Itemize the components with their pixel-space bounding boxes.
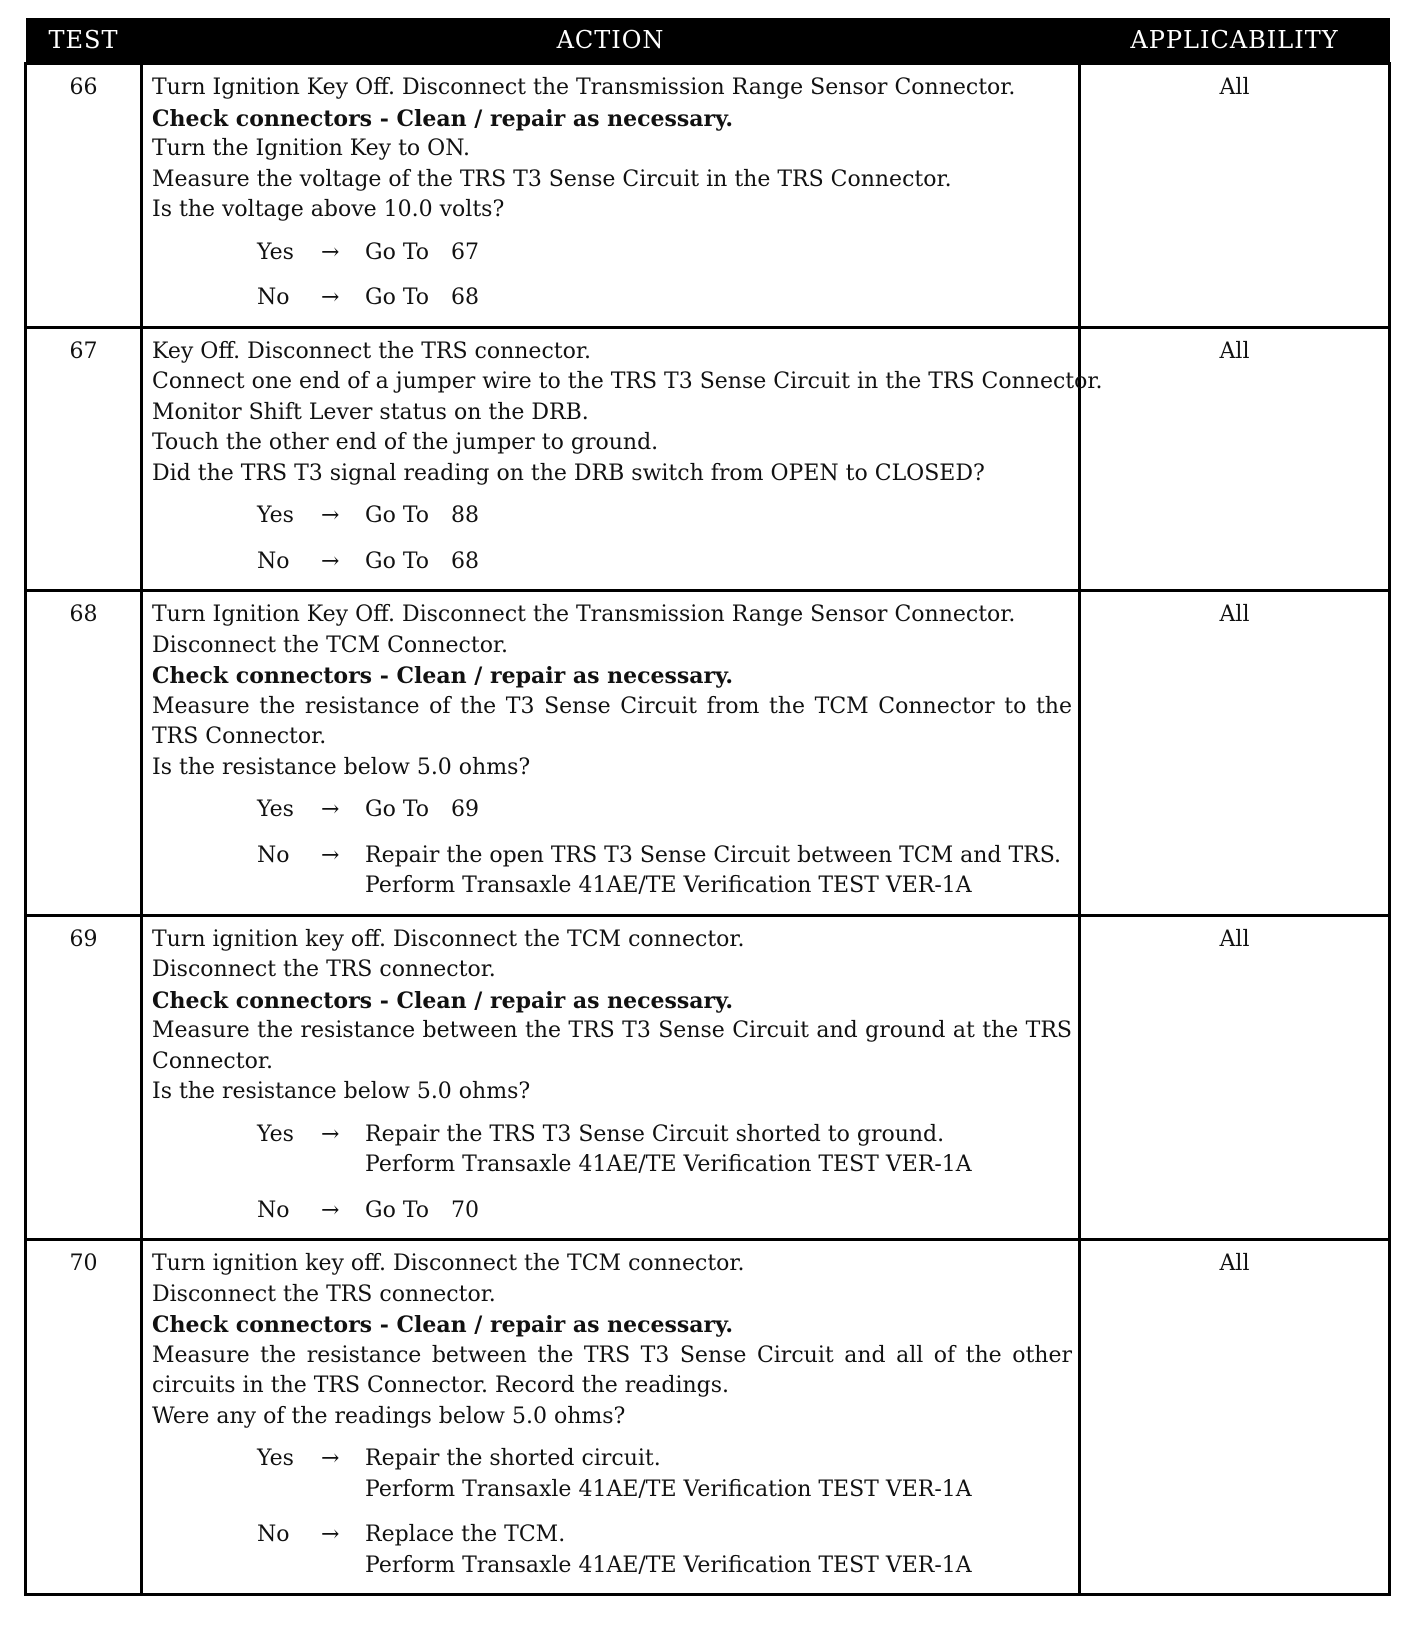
instruction-line: Connect one end of a jumper wire to the TRS T3 Sense Circuit in the TRS Connector. bbox=[152, 369, 1103, 394]
answer-label: No bbox=[257, 548, 290, 574]
answer-choice bbox=[152, 501, 1072, 532]
check-connectors-line: Check connectors - Clean / repair as necessary. bbox=[152, 1312, 734, 1338]
arrow-icon: → bbox=[321, 285, 340, 310]
applicability-value: All bbox=[1080, 1240, 1390, 1595]
arrow-icon: → bbox=[321, 548, 340, 574]
result-line: Perform Transaxle 41AE/TE Verification TEST VER-1A bbox=[365, 1552, 972, 1578]
table-row bbox=[26, 64, 1390, 328]
header-test: TEST bbox=[26, 18, 142, 64]
answer-label: Yes bbox=[257, 1446, 294, 1471]
action-cell bbox=[142, 64, 1080, 328]
answer-choice bbox=[152, 1520, 1072, 1581]
answer-label: Yes bbox=[257, 1121, 294, 1147]
result-line: Repair the TRS T3 Sense Circuit shorted to ground. bbox=[365, 1121, 945, 1147]
arrow-icon: → bbox=[321, 1197, 340, 1223]
check-connectors-line: Check connectors - Clean / repair as necessary. bbox=[152, 987, 734, 1014]
action-cell bbox=[142, 1240, 1080, 1595]
answer-result bbox=[365, 841, 1061, 902]
test-number: 69 bbox=[26, 915, 142, 1240]
instruction-line: Disconnect the TRS connector. bbox=[152, 957, 496, 982]
instruction-line: Measure the voltage of the TRS T3 Sense Circuit in the TRS Connector. bbox=[152, 166, 952, 192]
instruction-line: Measure the resistance between the TRS T3 Sense Circuit and all of the other circuits in the TRS Connector. Record the readings. bbox=[152, 1342, 1072, 1398]
instruction-line: Touch the other end of the jumper to ground. bbox=[152, 430, 659, 455]
table-row bbox=[26, 1240, 1390, 1595]
instruction-line: Key Off. Disconnect the TRS connector. bbox=[152, 338, 591, 364]
answer-result bbox=[365, 1520, 972, 1581]
goto-reference bbox=[365, 501, 479, 532]
instruction-line: Is the resistance below 5.0 ohms? bbox=[152, 754, 531, 780]
test-number: 68 bbox=[26, 591, 142, 916]
result-line: Replace the TCM. bbox=[365, 1522, 566, 1547]
instruction-line: Is the resistance below 5.0 ohms? bbox=[152, 1079, 531, 1104]
arrow-icon: → bbox=[321, 239, 340, 265]
goto-target: 68 bbox=[451, 548, 480, 574]
instruction-line: Monitor Shift Lever status on the DRB. bbox=[152, 399, 589, 425]
goto-reference bbox=[365, 283, 479, 314]
instruction-line: Is the voltage above 10.0 volts? bbox=[152, 197, 505, 222]
answer-choices bbox=[152, 1120, 1072, 1227]
answer-choice bbox=[152, 1196, 1072, 1227]
check-connectors-line: Check connectors - Clean / repair as necessary. bbox=[152, 663, 734, 689]
goto-target: 69 bbox=[451, 797, 480, 822]
applicability-value: All bbox=[1080, 915, 1390, 1240]
instruction-line: Turn Ignition Key Off. Disconnect the Transmission Range Sensor Connector. bbox=[152, 75, 1016, 100]
answer-label: Yes bbox=[257, 797, 294, 822]
arrow-icon: → bbox=[321, 503, 340, 528]
check-connectors-line: Check connectors - Clean / repair as necessary. bbox=[152, 105, 734, 132]
goto-target: 88 bbox=[451, 503, 480, 528]
goto-label: Go To bbox=[365, 285, 430, 310]
diagnostic-test-table bbox=[24, 18, 1391, 1596]
applicability-value: All bbox=[1080, 64, 1390, 328]
test-number: 66 bbox=[26, 64, 142, 328]
instruction-line: Did the TRS T3 signal reading on the DRB switch from OPEN to CLOSED? bbox=[152, 460, 985, 486]
diagnostic-procedure-page bbox=[24, 18, 1388, 1596]
result-line: Repair the open TRS T3 Sense Circuit between TCM and TRS. bbox=[365, 842, 1062, 868]
answer-result bbox=[365, 1120, 972, 1181]
goto-target: 67 bbox=[451, 239, 480, 265]
answer-label: No bbox=[257, 842, 290, 868]
applicability-value: All bbox=[1080, 591, 1390, 916]
action-cell bbox=[142, 327, 1103, 591]
answer-choices bbox=[152, 795, 1072, 902]
goto-reference bbox=[365, 238, 479, 269]
header-applicability: APPLICABILITY bbox=[1080, 18, 1390, 64]
instruction-line: Disconnect the TCM Connector. bbox=[152, 632, 509, 658]
answer-label: No bbox=[257, 285, 290, 310]
instruction-line: Measure the resistance of the T3 Sense Circuit from the TCM Connector to the TRS Connector. bbox=[152, 693, 1072, 749]
action-cell bbox=[142, 915, 1080, 1240]
instruction-line: Were any of the readings below 5.0 ohms? bbox=[152, 1403, 626, 1429]
arrow-icon: → bbox=[321, 1522, 340, 1547]
goto-label: Go To bbox=[365, 503, 430, 528]
answer-label: Yes bbox=[257, 239, 294, 265]
answer-choice bbox=[152, 1444, 1072, 1505]
answer-choice bbox=[152, 1120, 1072, 1181]
arrow-icon: → bbox=[321, 1446, 340, 1471]
test-number: 70 bbox=[26, 1240, 142, 1595]
goto-target: 70 bbox=[451, 1197, 480, 1223]
instruction-line: Measure the resistance between the TRS T3 Sense Circuit and ground at the TRS Connector. bbox=[152, 1018, 1072, 1074]
answer-choices bbox=[152, 238, 1072, 314]
answer-label: No bbox=[257, 1522, 290, 1547]
instruction-line: Turn Ignition Key Off. Disconnect the Transmission Range Sensor Connector. bbox=[152, 602, 1016, 627]
answer-label: No bbox=[257, 1197, 290, 1223]
answer-choice bbox=[152, 795, 1072, 826]
answer-choice bbox=[152, 283, 1072, 314]
applicability-value: All bbox=[1080, 327, 1390, 591]
goto-reference bbox=[365, 547, 479, 578]
answer-choice bbox=[152, 238, 1072, 269]
arrow-icon: → bbox=[321, 1121, 340, 1147]
table-row bbox=[26, 915, 1390, 1240]
instruction-line: Turn the Ignition Key to ON. bbox=[152, 136, 471, 161]
table-header-row bbox=[26, 18, 1390, 64]
instruction-line: Turn ignition key off. Disconnect the TCM connector. bbox=[152, 926, 745, 952]
answer-choices bbox=[152, 501, 1072, 577]
table-row bbox=[26, 591, 1390, 916]
test-number: 67 bbox=[26, 327, 142, 591]
answer-result bbox=[365, 1444, 972, 1505]
goto-reference bbox=[365, 795, 479, 826]
goto-label: Go To bbox=[365, 548, 430, 574]
goto-reference bbox=[365, 1196, 479, 1227]
arrow-icon: → bbox=[321, 842, 340, 868]
instruction-line: Disconnect the TRS connector. bbox=[152, 1281, 496, 1307]
goto-target: 68 bbox=[451, 285, 480, 310]
goto-label: Go To bbox=[365, 1197, 430, 1223]
goto-label: Go To bbox=[365, 239, 430, 265]
answer-label: Yes bbox=[257, 503, 294, 528]
instruction-line: Turn ignition key off. Disconnect the TCM connector. bbox=[152, 1251, 745, 1276]
result-line: Perform Transaxle 41AE/TE Verification TEST VER-1A bbox=[365, 1152, 972, 1177]
table-body bbox=[26, 64, 1390, 1595]
result-line: Perform Transaxle 41AE/TE Verification TEST VER-1A bbox=[365, 873, 972, 898]
table-row bbox=[26, 327, 1390, 591]
result-line: Repair the shorted circuit. bbox=[365, 1446, 661, 1471]
answer-choice bbox=[152, 547, 1072, 578]
arrow-icon: → bbox=[321, 797, 340, 822]
result-line: Perform Transaxle 41AE/TE Verification TEST VER-1A bbox=[365, 1476, 972, 1502]
header-action: ACTION bbox=[142, 18, 1080, 64]
goto-label: Go To bbox=[365, 797, 430, 822]
answer-choices bbox=[152, 1444, 1072, 1581]
action-cell bbox=[142, 591, 1080, 916]
answer-choice bbox=[152, 841, 1072, 902]
